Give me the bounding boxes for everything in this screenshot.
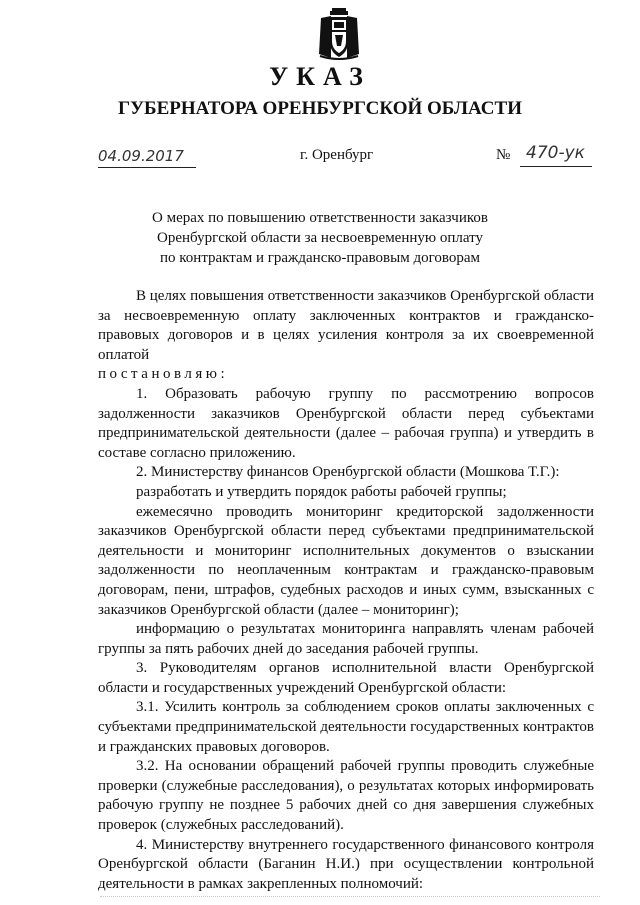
intro-paragraph: В целях повышения ответственности заказчиков Оренбургской области за несвоевременную оплату заключенных контрактов и гражданско-правовых договоров и в целях усиления контроля за их своевременной оплатой: [98, 288, 594, 363]
clause-2: 2. Министерству финансов Оренбургской области (Мошкова Т.Г.):: [136, 464, 560, 481]
clause-1: 1. Образовать рабочую группу по рассмотрению вопросов задолженности заказчиков Оренбургской области перед субъектами предпринимательской деятельности (далее – рабочая группа) и утвердить в составе согласно приложению.: [98, 385, 594, 461]
clause-3-2: 3.2. На основании обращений рабочей группы проводить служебные проверки (служебные расследования), о результатах которых информировать рабочую группу не позднее 5 рабочих дней со дня завершения служебных проверок (служебных расследований).: [98, 758, 594, 834]
number-label: №: [496, 147, 511, 163]
heading-line: по контрактам и гражданско-правовым договорам: [159, 250, 480, 266]
document-date: 04.09.2017: [98, 147, 184, 165]
document-heading: [120, 208, 520, 268]
coat-of-arms-icon: [317, 8, 361, 60]
clause-4: 4. Министерству внутреннего государственного финансового контроля Оренбургской области (Баганин Н.И.) при осуществлении контрольной деятельности в рамках закрепленных полномочий:: [98, 836, 594, 892]
clause-2b: ежемесячно проводить мониторинг кредиторской задолженности заказчиков Оренбургской области перед субъектами предпринимательской деятельности и мониторинг исполнительных документов о взыскании задолженности по неоплаченным контрактам и гражданско-правовым договорам, пени, штрафов, судебных расходов и иных сумм, взысканных с заказчиков Оренбургской области (далее – мониторинг);: [98, 503, 594, 618]
date-underline: [98, 167, 196, 168]
heading-line: Оренбургской области за несвоевременную оплату: [157, 230, 483, 246]
document-number: 470-ук: [526, 143, 585, 163]
clause-2c: информацию о результатах мониторинга направлять членам рабочей группы за пять рабочих дней до заседания рабочей группы.: [98, 621, 594, 657]
clause-3: 3. Руководителям органов исполнительной власти Оренбургской области и государственных учреждений Оренбургской области:: [98, 660, 594, 696]
document-body: [98, 287, 594, 894]
document-subtitle: ГУБЕРНАТОРА ОРЕНБУРГСКОЙ ОБЛАСТИ: [118, 98, 522, 119]
page-bottom-divider: [100, 896, 600, 897]
number-underline: [520, 166, 592, 167]
heading-line: О мерах по повышению ответственности заказчиков: [152, 210, 488, 226]
document-city: г. Оренбург: [300, 147, 374, 163]
decree-word: постановляю:: [98, 366, 229, 383]
document-meta: [0, 143, 640, 171]
document-title: УКАЗ: [269, 62, 371, 91]
clause-3-1: 3.1. Усилить контроль за соблюдением сроков оплаты заключенных с субъектами предпринимательской деятельности государственных контрактов и гражданских правовых договоров.: [98, 699, 594, 755]
clause-2a: разработать и утвердить порядок работы рабочей группы;: [136, 483, 507, 500]
